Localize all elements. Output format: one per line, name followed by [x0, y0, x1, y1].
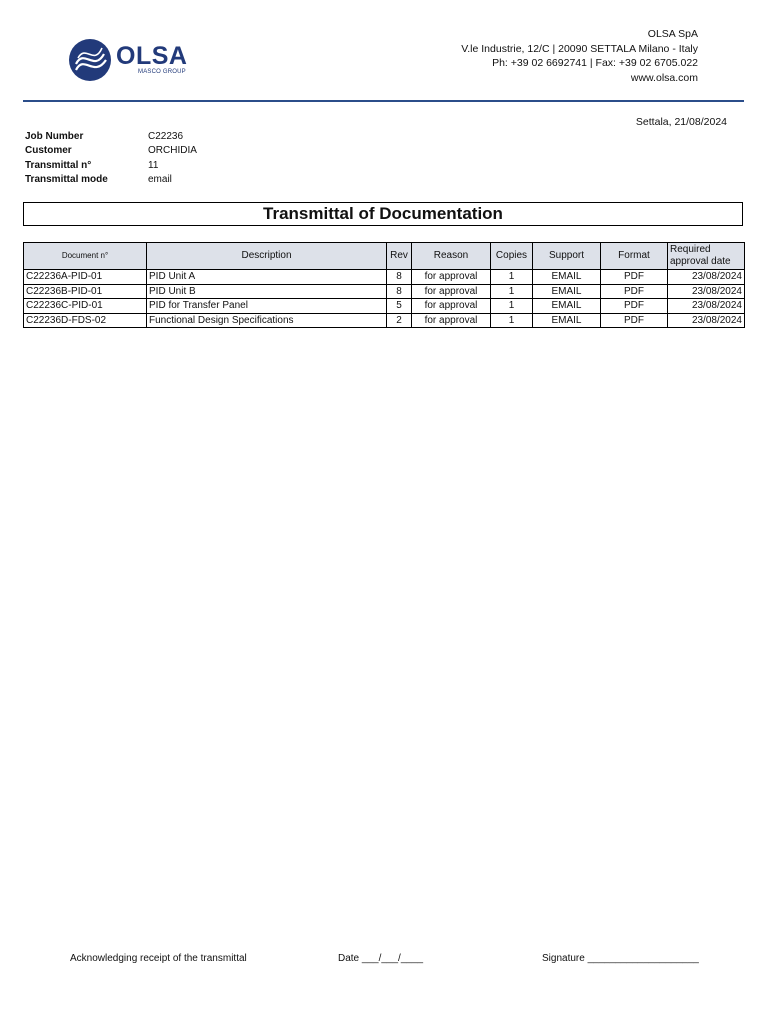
- acknowledgement-text: Acknowledging receipt of the transmittal: [70, 953, 247, 964]
- col-header-support: Support: [533, 243, 601, 270]
- cell-approval-date: 23/08/2024: [668, 270, 745, 285]
- info-value: ORCHIDIA: [148, 145, 197, 157]
- cell-reason: for approval: [412, 284, 491, 299]
- cell-support: EMAIL: [533, 313, 601, 328]
- cell-reason: for approval: [412, 299, 491, 314]
- cell-format: PDF: [601, 313, 668, 328]
- header-divider: [23, 100, 744, 102]
- col-header-approval-date: Required approval date: [668, 243, 745, 270]
- company-address-block: [461, 27, 698, 85]
- cell-rev: 8: [387, 284, 412, 299]
- cell-description: PID Unit B: [147, 284, 387, 299]
- info-value: 11: [148, 159, 159, 171]
- olsa-logo: [68, 38, 198, 82]
- signature-line: Signature ____________________: [542, 953, 699, 964]
- table-header-row: [24, 243, 745, 270]
- cell-document: C22236D-FDS-02: [24, 313, 147, 328]
- cell-description: Functional Design Specifications: [147, 313, 387, 328]
- cell-format: PDF: [601, 270, 668, 285]
- cell-copies: 1: [491, 313, 533, 328]
- cell-reason: for approval: [412, 270, 491, 285]
- company-website: www.olsa.com: [630, 71, 698, 84]
- cell-support: EMAIL: [533, 270, 601, 285]
- documents-table: [23, 242, 745, 328]
- cell-copies: 1: [491, 270, 533, 285]
- cell-rev: 2: [387, 313, 412, 328]
- cell-support: EMAIL: [533, 284, 601, 299]
- olsa-logo-mark-icon: [68, 38, 112, 82]
- info-label: Job Number: [25, 131, 84, 142]
- cell-document: C22236A-PID-01: [24, 270, 147, 285]
- document-title: Transmittal of Documentation: [23, 202, 743, 226]
- col-header-reason: Reason: [412, 243, 491, 270]
- table-row: [24, 313, 745, 328]
- info-row-customer: [25, 144, 197, 158]
- cell-description: PID for Transfer Panel: [147, 299, 387, 314]
- table-row: [24, 299, 745, 314]
- info-label: Transmittal n°: [25, 159, 92, 171]
- table-row: [24, 270, 745, 285]
- company-phone: Ph: +39 02 6692741 | Fax: +39 02 6705.022: [492, 57, 698, 69]
- company-address: V.le Industrie, 12/C | 20090 SETTALA Milano - Italy: [461, 42, 698, 55]
- logo-wordmark: OLSA: [116, 42, 188, 70]
- date-line: Date ___/___/____: [338, 953, 424, 964]
- info-row-transmittal-mode: [25, 173, 197, 187]
- cell-approval-date: 23/08/2024: [668, 313, 745, 328]
- cell-approval-date: 23/08/2024: [668, 299, 745, 314]
- cell-copies: 1: [491, 299, 533, 314]
- col-header-document: Document n°: [24, 243, 147, 270]
- table-row: [24, 284, 745, 299]
- logo-subtitle: MASCO GROUP: [138, 69, 186, 75]
- col-header-copies: Copies: [491, 243, 533, 270]
- col-header-rev: Rev: [387, 243, 412, 270]
- cell-approval-date: 23/08/2024: [668, 284, 745, 299]
- company-name: OLSA SpA: [647, 28, 698, 40]
- info-value: C22236: [148, 131, 184, 142]
- cell-document: C22236B-PID-01: [24, 284, 147, 299]
- place-date: Settala, 21/08/2024: [635, 116, 727, 128]
- info-row-transmittal-number: [25, 159, 197, 173]
- info-value: email: [148, 174, 172, 186]
- cell-copies: 1: [491, 284, 533, 299]
- cell-rev: 5: [387, 299, 412, 314]
- info-row-job-number: [25, 130, 197, 144]
- col-header-format: Format: [601, 243, 668, 270]
- col-header-description: Description: [147, 243, 387, 270]
- cell-reason: for approval: [412, 313, 491, 328]
- info-label: Transmittal mode: [25, 174, 108, 186]
- cell-support: EMAIL: [533, 299, 601, 314]
- cell-rev: 8: [387, 270, 412, 285]
- cell-description: PID Unit A: [147, 270, 387, 285]
- cell-format: PDF: [601, 299, 668, 314]
- job-info: [25, 130, 197, 188]
- cell-document: C22236C-PID-01: [24, 299, 147, 314]
- cell-format: PDF: [601, 284, 668, 299]
- info-label: Customer: [25, 145, 72, 157]
